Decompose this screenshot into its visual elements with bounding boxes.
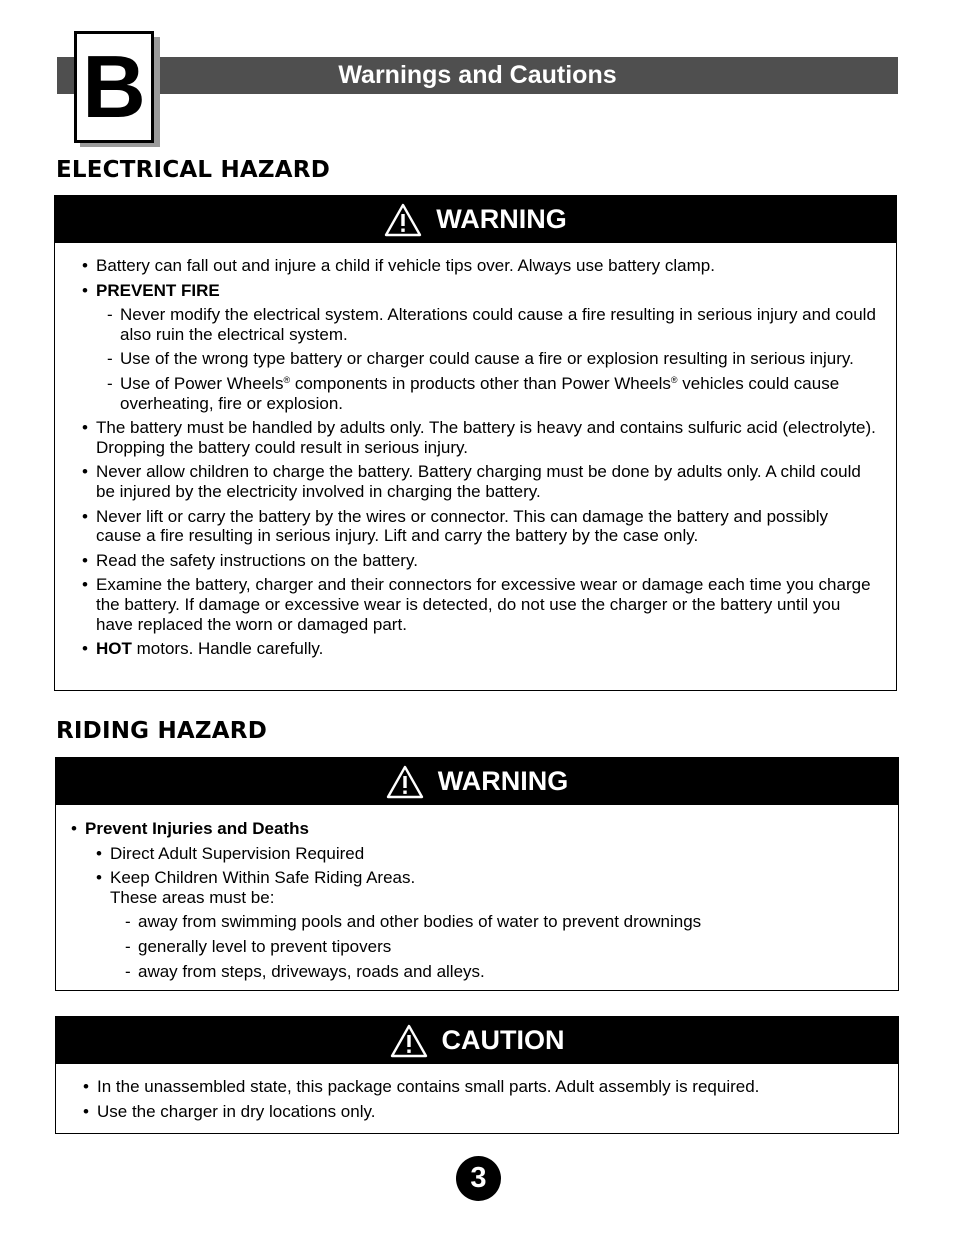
caution-box — [55, 1016, 899, 1134]
dash-item: - generally level to prevent tipovers — [138, 937, 875, 957]
dash-item: - away from swimming pools and other bodies of water to prevent drownings — [138, 912, 875, 932]
list-item: • Examine the battery, charger and their connectors for excessive wear or damage each time you charge the battery. If damage or excessive wear is detected, do not use the charger or the battery until you have replaced the worn or damaged part. — [96, 575, 876, 634]
caution-label: CAUTION — [441, 1025, 565, 1055]
electrical-hazard-heading: ELECTRICAL HAZARD — [56, 157, 330, 183]
hot-label: HOT — [96, 639, 132, 659]
list-item: • Battery can fall out and injure a child if vehicle tips over. Always use battery clamp. — [96, 256, 876, 276]
electrical-warning-box — [54, 195, 897, 691]
list-item: • Never lift or carry the battery by the wires or connector. This can damage the battery and possibly cause a fire resulting in serious injury. Lift and carry the battery by the case only. — [96, 507, 876, 546]
list-item: • In the unassembled state, this package contains small parts. Adult assembly is required. — [97, 1077, 887, 1097]
electrical-warning-banner — [55, 196, 896, 243]
sub-list-item — [120, 374, 876, 413]
sub-text: vehicles could cause overheating, fire or explosion. — [120, 373, 840, 413]
sub-list-item: - Use of the wrong type battery or charger could cause a fire or explosion resulting in serious injury. — [120, 349, 876, 369]
caution-banner — [56, 1017, 898, 1064]
sub-list-text: These areas must be: — [110, 887, 275, 907]
sub-list-item: - Never modify the electrical system. Alterations could cause a fire resulting in serious injury and could also ruin the electrical system. — [120, 305, 876, 344]
riding-hazard-heading: RIDING HAZARD — [56, 718, 267, 744]
prevent-injuries-label: Prevent Injuries and Deaths — [85, 819, 309, 838]
sub-list-item: • Direct Adult Supervision Required — [110, 844, 875, 864]
warning-triangle-icon — [390, 1024, 428, 1058]
sub-text: Use of Power Wheels — [120, 373, 284, 393]
list-item — [96, 639, 876, 659]
page-number: 3 — [456, 1156, 501, 1201]
list-item: • Read the safety instructions on the battery. — [96, 551, 876, 571]
list-item: • The battery must be handled by adults only. The battery is heavy and contains sulfuric acid (electrolyte). Dropping the battery could result in serious injury. — [96, 418, 876, 457]
section-title: Warnings and Cautions — [338, 61, 617, 89]
list-item — [85, 819, 875, 839]
hot-text: motors. Handle carefully. — [131, 639, 324, 659]
sub-list-item: • Keep Children Within Safe Riding Areas. — [110, 868, 875, 888]
warning-label: WARNING — [437, 766, 569, 796]
registered-mark: ® — [283, 374, 291, 385]
section-letter: B — [74, 31, 154, 143]
warning-triangle-icon — [386, 765, 424, 799]
list-item: • Use the charger in dry locations only. — [97, 1102, 887, 1122]
prevent-fire-label: PREVENT FIRE — [96, 280, 220, 300]
registered-mark: ® — [670, 374, 678, 385]
list-item — [96, 281, 876, 301]
riding-warning-banner — [56, 758, 898, 805]
sub-text: components in products other than Power Wheels — [290, 373, 671, 393]
dash-item: - away from steps, driveways, roads and alleys. — [138, 962, 875, 982]
list-item: • Never allow children to charge the battery. Battery charging must be done by adults only. A child could be injured by the electricity involved in charging the battery. — [96, 462, 876, 501]
warning-label: WARNING — [436, 204, 567, 234]
riding-warning-box — [55, 757, 899, 991]
warning-triangle-icon — [384, 203, 422, 237]
